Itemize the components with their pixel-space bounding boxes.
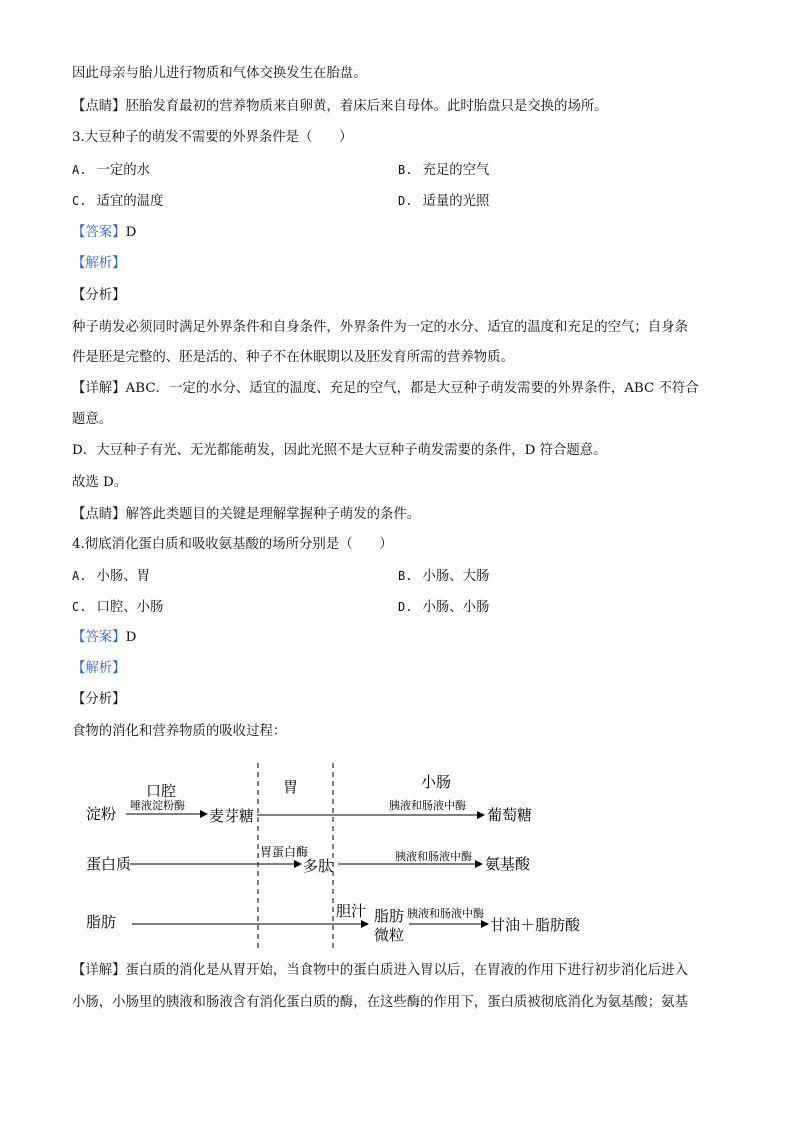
question-4-stem: 4.彻底消化蛋白质和吸收氨基酸的场所分别是（ ）: [72, 537, 393, 552]
fat-droplet-label-2: 微粒: [374, 926, 405, 944]
option-text: 一定的水: [96, 163, 151, 178]
q3-analysis-p1b: 件是胚是完整的、胚是活的、种子不在休眠期以及胚发育所需的营养物质。: [72, 350, 514, 365]
q3-option-a: [72, 160, 150, 181]
q3-fenxi-label: 【分析】: [72, 288, 126, 303]
option-text: 小肠、小肠: [422, 600, 490, 615]
organ-small-intestine: 小肠: [421, 773, 452, 791]
pepsin-label: 胃蛋白酶: [260, 845, 309, 859]
intestine-enzyme-label-2: 胰液和肠液中酶: [395, 850, 472, 863]
protein-label: 蛋白质: [86, 855, 132, 873]
q3-option-c: [72, 191, 163, 212]
question-3-stem: 3.大豆种子的萌发不需要的外界条件是（ ）: [72, 130, 353, 145]
polypeptide-label: 多肽: [303, 857, 334, 875]
q3-detail-p2b: 题意。: [72, 412, 113, 427]
saliva-amylase-label: 唾液淀粉酶: [130, 799, 185, 812]
option-letter: D.: [398, 194, 413, 208]
amino-acid-label: 氨基酸: [485, 855, 531, 873]
q4-detail-p2a: 【详解】蛋白质的消化是从胃开始，当食物中的蛋白质进入胃以后，在胃液的作用下进行初步消化后进入: [72, 963, 688, 978]
q3-option-b: [398, 160, 489, 181]
q4-option-a: [72, 566, 150, 587]
q3-analysis-p1a: 种子萌发必须同时满足外界条件和自身条件，外界条件为一定的水分、适宜的温度和充足的空气；自身条: [72, 320, 688, 335]
q4-analysis-intro: 食物的消化和营养物质的吸收过程：: [72, 724, 287, 739]
organ-stomach: 胃: [283, 778, 299, 796]
q4-option-d: [398, 597, 489, 618]
option-text: 小肠、大肠: [422, 569, 490, 584]
option-letter: D.: [398, 600, 413, 614]
intestine-enzyme-label-3: 胰液和肠液中酶: [407, 907, 484, 920]
option-letter: B.: [398, 163, 413, 177]
digestion-diagram: [80, 760, 581, 955]
text-line: 因此母亲与胎儿进行物质和气体交换发生在胎盘。: [72, 66, 367, 81]
q3-tip: 【点睛】解答此类题目的关键是理解掌握种子萌发的条件。: [72, 507, 421, 522]
q3-answer: [72, 223, 136, 243]
q3-option-d: [398, 191, 489, 212]
option-letter: A.: [72, 569, 87, 583]
answer-value: D: [125, 225, 137, 240]
answer-label: 【答案】: [72, 225, 126, 240]
q3-detail-p2a: 【详解】ABC．一定的水分、适宜的温度、充足的空气，都是大豆种子萌发需要的外界条件，ABC 不符合: [72, 381, 699, 396]
q4-option-b: [398, 566, 489, 587]
option-text: 适宜的温度: [96, 194, 164, 209]
q3-detail-p3: D．大豆种子有光、无光都能萌发，因此光照不是大豆种子萌发需要的条件，D 符合题意。: [72, 443, 607, 458]
option-letter: B.: [398, 569, 413, 583]
answer-label: 【答案】: [72, 630, 126, 645]
maltose-label: 麦芽糖: [209, 807, 255, 825]
q3-conclusion: 故选 D。: [72, 475, 128, 490]
option-letter: C.: [72, 600, 87, 614]
intestine-enzyme-label-1: 胰液和肠液中酶: [389, 799, 466, 812]
option-text: 小肠、胃: [96, 569, 151, 584]
q4-answer: [72, 628, 136, 648]
answer-value: D: [125, 630, 137, 645]
starch-label: 淀粉: [86, 805, 117, 823]
q4-analysis-label: 【解析】: [72, 661, 126, 676]
q4-detail-p2b: 小肠，小肠里的胰液和肠液含有消化蛋白质的酶，在这些酶的作用下，蛋白质被彻底消化为氨基酸；氨基: [72, 995, 688, 1010]
glucose-label: 葡萄糖: [487, 806, 533, 824]
organ-mouth: 口腔: [146, 782, 177, 800]
tip-line: 【点睛】胚胎发育最初的营养物质来自卵黄，着床后来自母体。此时胎盘只是交换的场所。: [72, 99, 608, 114]
option-letter: A.: [72, 163, 87, 177]
option-text: 适量的光照: [422, 194, 490, 209]
q4-option-c: [72, 597, 163, 618]
q4-fenxi-label: 【分析】: [72, 692, 126, 707]
glycerol-fatty-acid-label: 甘油＋脂肪酸: [490, 916, 581, 934]
fat-droplet-label-1: 脂肪: [374, 907, 405, 925]
q3-analysis-label: 【解析】: [72, 256, 126, 271]
option-text: 口腔、小肠: [96, 600, 164, 615]
option-text: 充足的空气: [422, 163, 490, 178]
bile-label: 胆汁: [336, 902, 367, 920]
fat-label: 脂肪: [86, 913, 117, 931]
option-letter: C.: [72, 194, 87, 208]
